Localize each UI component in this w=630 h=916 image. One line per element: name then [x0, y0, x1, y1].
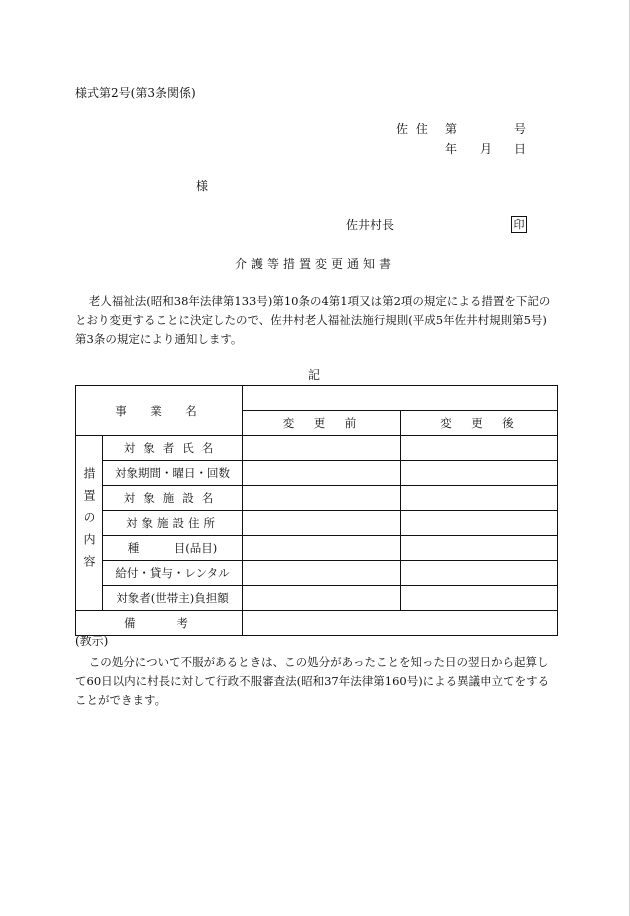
row-label: 対象施設住所 [103, 511, 243, 536]
row-after-cell[interactable] [401, 561, 558, 586]
ki-label: 記 [308, 368, 321, 382]
remarks-value[interactable] [243, 611, 558, 636]
after-header: 変 更 後 [401, 411, 558, 436]
measure-content-label [76, 436, 103, 611]
row-before-cell[interactable] [243, 561, 401, 586]
before-header: 変 更 前 [243, 411, 401, 436]
row-label: 給付・貸与・レンタル [103, 561, 243, 586]
row-before-cell[interactable] [243, 511, 401, 536]
row-label: 対象者氏名 [103, 436, 243, 461]
address-label: 佐 住 [396, 122, 430, 136]
row-label: 対象施設名 [103, 486, 243, 511]
row-before-cell[interactable] [243, 586, 401, 611]
row-label: 対象者(世帯主)負担額 [103, 586, 243, 611]
notice-text: この処分について不服があるときは、この処分があったことを知った日の翌日から起算して60日以内に村長に対して行政不服審査法(昭和37年法律第160号)による異議申立てをすることができます。 [75, 655, 550, 707]
row-before-cell[interactable] [243, 486, 401, 511]
issuer: 佐井村長 [346, 218, 395, 232]
row-before-cell[interactable] [243, 536, 401, 561]
number-suffix: 号 [514, 122, 527, 136]
row-before-cell[interactable] [243, 436, 401, 461]
row-after-cell[interactable] [401, 536, 558, 561]
measure-table [75, 385, 558, 636]
measure-content-text: 措置の内容 [82, 466, 96, 577]
row-after-cell[interactable] [401, 586, 558, 611]
row-after-cell[interactable] [401, 461, 558, 486]
number-prefix: 第 [445, 122, 458, 136]
row-label: 種 目(品目) [103, 536, 243, 561]
day-label: 日 [514, 142, 527, 156]
year-label: 年 [445, 142, 458, 156]
body-paragraph [75, 292, 557, 349]
recipient-suffix: 様 [196, 179, 209, 193]
business-name-header: 事 業 名 [76, 386, 243, 436]
body-text: 老人福祉法(昭和38年法律第133号)第10条の4第1項又は第2項の規定による措置を下記のとおり変更することに決定したので、佐井村老人福祉法施行規則(平成5年佐井村規則第5号)第3条の規定により通知します。 [75, 294, 551, 346]
seal-stamp: 印 [511, 216, 527, 233]
notice-label: (教示) [75, 634, 109, 648]
business-name-value[interactable] [243, 386, 558, 411]
row-before-cell[interactable] [243, 461, 401, 486]
remarks-label: 備 考 [76, 611, 243, 636]
form-number: 様式第2号(第3条関係) [75, 86, 196, 100]
row-after-cell[interactable] [401, 436, 558, 461]
row-after-cell[interactable] [401, 486, 558, 511]
row-label: 対象期間・曜日・回数 [103, 461, 243, 486]
row-after-cell[interactable] [401, 511, 558, 536]
month-label: 月 [480, 142, 493, 156]
notice-paragraph [75, 653, 557, 710]
document-title: 介護等措置変更通知書 [234, 257, 395, 271]
